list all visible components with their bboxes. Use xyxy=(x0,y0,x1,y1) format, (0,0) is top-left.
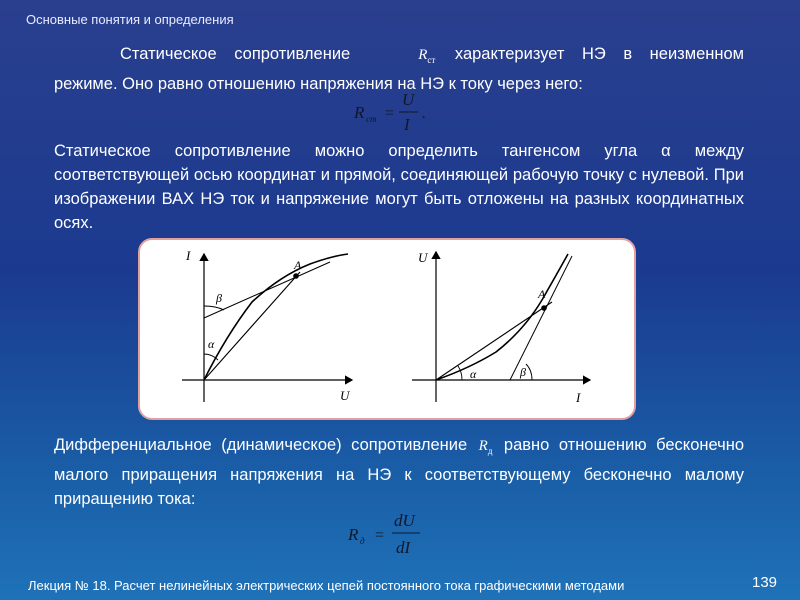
graph-panel xyxy=(138,238,636,420)
formula-numerator: dU xyxy=(394,511,415,530)
point-a xyxy=(293,273,299,279)
formula-lhs: R xyxy=(348,525,359,544)
tangent-line xyxy=(510,256,572,380)
formula-period: . xyxy=(422,105,426,122)
formula-equals: = xyxy=(384,105,395,122)
y-axis-label: U xyxy=(418,250,428,265)
formula-denominator: I xyxy=(404,115,410,134)
angle-beta-arc xyxy=(204,306,224,310)
graph-left xyxy=(182,248,352,403)
angle-beta-arc xyxy=(526,364,532,380)
point-label: A xyxy=(294,258,302,272)
angle-alpha-label: α xyxy=(208,337,215,351)
paragraph-text: Дифференциальное (динамическое) сопротивление xyxy=(54,436,477,454)
formula-lhs-subscript: д xyxy=(360,536,365,546)
formula-numerator: U xyxy=(402,90,415,109)
symbol-r-differential xyxy=(479,434,493,463)
paragraph-text: характеризует НЭ в неизменном режиме. Оно равно отношению напряжения на НЭ к току через него: xyxy=(54,45,744,93)
angle-beta-label: β xyxy=(520,365,526,379)
symbol-letter: R xyxy=(418,47,428,63)
angle-alpha-label: α xyxy=(470,367,477,381)
symbol-r-static xyxy=(352,43,435,72)
point-a xyxy=(541,305,547,311)
formula-denominator: dI xyxy=(396,538,411,557)
formula-lhs-subscript: ст xyxy=(366,114,377,124)
symbol-subscript: ст xyxy=(427,55,436,65)
footer-lecture: Лекция № 18. Расчет нелинейных электрических цепей постоянного тока графическими методами xyxy=(28,578,625,593)
formula-lhs: R xyxy=(354,103,365,122)
formula-equals: = xyxy=(374,527,385,544)
vax-curve xyxy=(204,254,348,380)
point-label: A xyxy=(538,287,546,301)
paragraph-text: Статическое сопротивление xyxy=(120,45,351,63)
formula-differential-resistance xyxy=(346,508,436,560)
secant-line xyxy=(436,302,552,380)
x-axis-label: U xyxy=(340,388,350,403)
secant-line xyxy=(204,272,300,380)
symbol-letter: R xyxy=(478,438,488,454)
symbol-subscript: д xyxy=(487,446,493,456)
slide-title: Основные понятия и определения xyxy=(26,12,234,27)
paragraph-static-definition: Статическое сопротивление можно определить тангенсом угла α между соответствующей осью координат и прямой, соединяющей рабочую точку с нулевой. При изображении ВАХ НЭ ток и напряжение могут быть отложены на разных координатных осях. xyxy=(54,142,744,232)
formula-static-resistance xyxy=(352,88,442,136)
vax-graphs xyxy=(140,240,634,418)
page-number: 139 xyxy=(752,574,778,591)
x-axis-label: I xyxy=(576,390,581,405)
angle-alpha-arc xyxy=(458,366,462,380)
paragraph-differential-resistance xyxy=(54,433,744,511)
angle-beta-label: β xyxy=(216,291,222,305)
vax-curve xyxy=(436,254,568,380)
graph-right xyxy=(412,250,590,405)
paragraph-text: равно отношению бесконечно малого приращения напряжения на НЭ к соответствующему бесконечно малому приращению тока: xyxy=(54,436,744,508)
y-axis-label: I xyxy=(186,248,191,263)
